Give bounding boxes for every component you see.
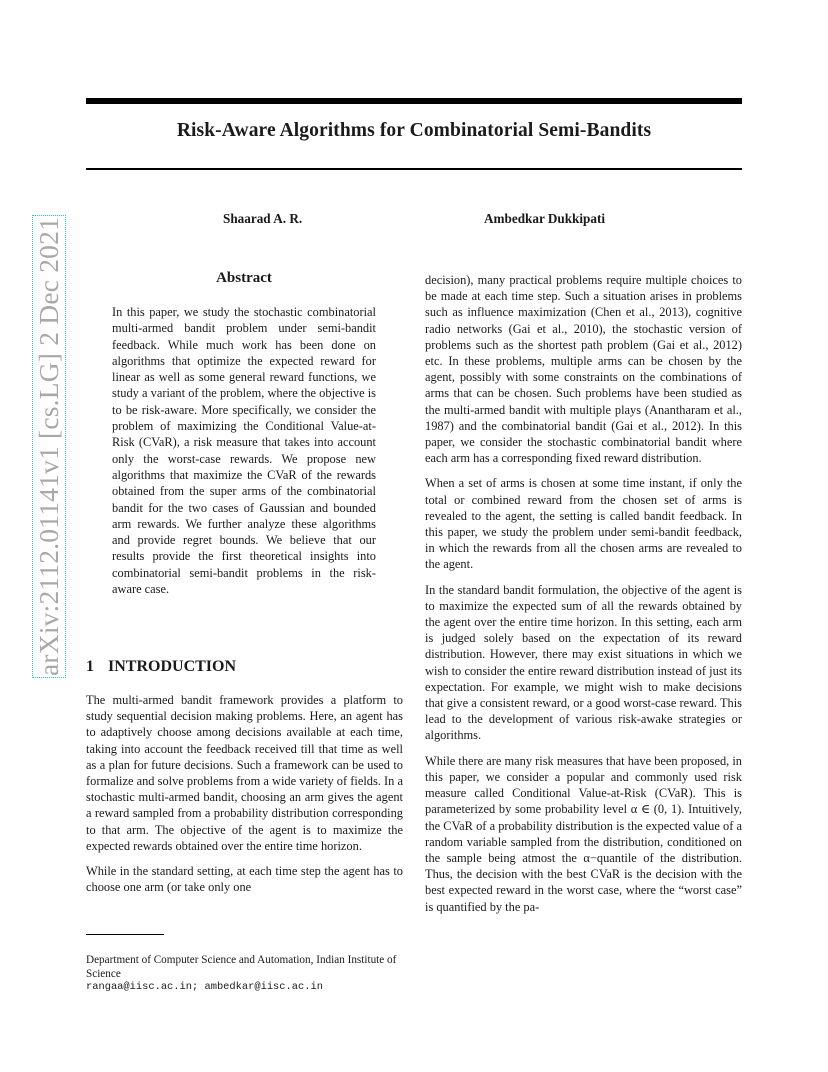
abstract-text: In this paper, we study the stochastic combinatorial multi-armed bandit problem under semi-bandit feedback. While much work has been done on algorithms that optimize the expected reward for linear as well as some general reward functions, we study a variant of the problem, where the objective is to be risk-aware. More specifically, we consider the problem of maximizing the Conditional Value-at-Risk (CVaR), a risk measure that takes into account only the worst-case rewards. We propose new algorithms that maximize the CVaR of the rewards obtained from the super arms of the combinatorial bandit for the two cases of Gaussian and bounded arm rewards. We further analyze these algorithms and provide regret bounds. We believe that our results provide the first theoretical insights into combinatorial semi-bandit problems in the risk-aware case. bbox=[112, 305, 376, 597]
section-heading bbox=[86, 658, 236, 676]
footnote-affiliation: Department of Computer Science and Automation, Indian Institute of Science bbox=[86, 954, 397, 980]
paper-title: Risk-Aware Algorithms for Combinatorial Semi-Bandits bbox=[176, 120, 652, 141]
author-1: Shaarad A. R. bbox=[223, 211, 303, 226]
paragraph: When a set of arms is chosen at some time instant, if only the total or combined reward from the chosen set of arms is revealed to the agent, the setting is called bandit feedback. In this paper, we study the problem under semi-bandit feedback, in which the rewards from all the chosen arms are revealed to the agent. bbox=[425, 476, 742, 572]
title-rule-top bbox=[86, 98, 742, 104]
footnote bbox=[86, 954, 406, 995]
abstract-heading: Abstract bbox=[216, 270, 272, 286]
section-title: INTRODUCTION bbox=[108, 658, 237, 675]
paragraph: The multi-armed bandit framework provides a platform to study sequential decision making problems. Here, an agent has to adaptively choose among decisions available at each time, taking into account the feedback received till that time as well as a plan for future decisions. Such a framework can be used to formalize and solve problems from a wide variety of fields. In a stochastic multi-armed bandit, choosing an arm gives the agent a reward sampled from a probability distribution corresponding to that arm. The objective of the agent is to maximize the expected rewards obtained over the entire time horizon. bbox=[86, 693, 403, 853]
footnote-rule bbox=[86, 934, 164, 935]
paragraph: decision), many practical problems require multiple choices to be made at each time step. Such a situation arises in problems such as influence maximization (Chen et al., 2013), cognitive radio networks (Gai et al., 2010), the stochastic version of problems such as the shortest path problem (Gai et al., 2012) etc. In these problems, multiple arms can be chosen by the agent, possibly with some constraints on the combinations of arms that can be chosen. Such problems have been studied as the multi-armed bandit with multiple plays (Anantharam et al., 1987) and the combinatorial bandit (Gai et al., 2012). In this paper, we consider the stochastic combinatorial bandit where each arm has a corresponding fixed reward distribution. bbox=[425, 273, 742, 466]
paragraph: In the standard bandit formulation, the objective of the agent is to maximize the expected sum of all the rewards obtained by the agent over the entire time horizon. In this setting, each arm is judged solely based on the expectation of its reward distribution. However, there may exist situations in which we wish to consider the entire reward distribution instead of just its expectation. For example, we might wish to make decisions that give a consistent reward, or a good worst-case reward. This lead to the development of various risk-awake strategies or algorithms. bbox=[425, 582, 742, 743]
right-column bbox=[425, 272, 742, 924]
section-number: 1 bbox=[86, 658, 94, 675]
left-column bbox=[86, 692, 403, 904]
title-rule-bottom bbox=[86, 168, 742, 170]
paragraph: While there are many risk measures that have been proposed, in this paper, we consider a popular and commonly used risk measure called Conditional Value-at-Risk (CVaR). This is parameterized by some probability level α ∈ (0, 1). Intuitively, the CVaR of a probability distribution is the expected value of a random variable sampled from the distribution, conditioned on the sample being atmost the α−quantile of the distribution. Thus, the decision with the best CVaR is the decision with the best expected reward in the worst case, where the “worst case” is quantified by the pa- bbox=[425, 753, 742, 914]
author-2: Ambedkar Dukkipati bbox=[484, 211, 606, 226]
paragraph: While in the standard setting, at each time step the agent has to choose one arm (or take only one bbox=[86, 864, 403, 895]
footnote-emails: rangaa@iisc.ac.in; ambedkar@iisc.ac.in bbox=[86, 981, 323, 993]
arxiv-stamp[interactable]: arXiv:2112.01141v1 [cs.LG] 2 Dec 2021 bbox=[33, 216, 64, 676]
